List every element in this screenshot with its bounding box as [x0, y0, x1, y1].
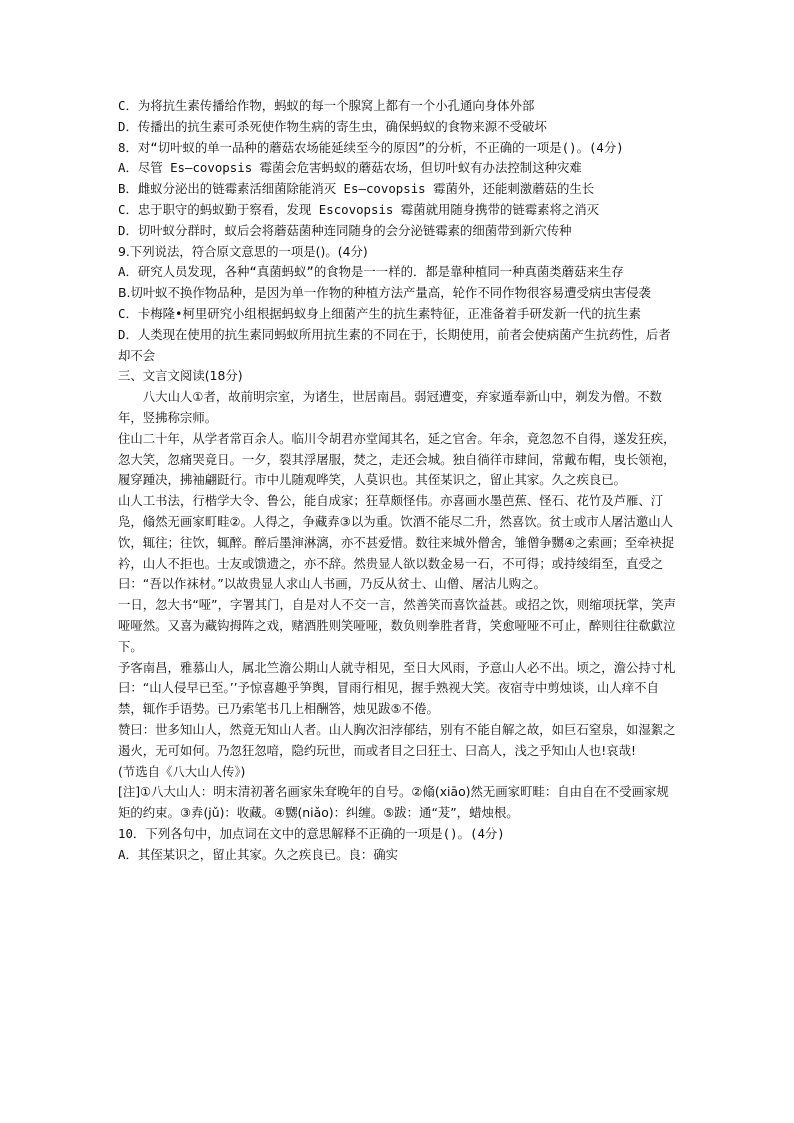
- option-b-q9: B.切叶蚁不换作物品种，是因为单一作物的种植方法产量高，轮作不同作物很容易遭受病虫害侵袭: [118, 285, 651, 301]
- option-d-q9: D．人类现在使用的抗生素同蚂蚁所用抗生素的不同在于，长期使用，前者会使病菌产生抗药性，后者却不会: [118, 326, 671, 363]
- passage-paragraph-5: 予客南昌，雅慕山人，属北竺澹公期山人就寺相见，至日大风雨，予意山人必不出。顷之，澹公持寸札曰：“山人侵早已至。’’予惊喜趣乎笋舆，冒雨行相见，握手熟视大笑。夜宿寺中剪烛谈，山人痒不自禁，辄作手语势。已乃索笔书几上相酬答，烛见跋⑤不倦。: [118, 659, 676, 717]
- option-a-q8: A．尽管 Es—covopsis 霉菌会危害蚂蚁的蘑菇农场，但切叶蚁有办法控制这种灾难: [118, 160, 582, 176]
- passage-source: (节选自《八大山人传》): [118, 763, 246, 779]
- option-d-q7: D．传播出的抗生素可杀死使作物生病的寄生虫，确保蚂蚁的食物来源不受破坏: [118, 118, 547, 134]
- option-c-q9: C．卡梅隆•柯里研究小组根据蚂蚁身上细菌产生的抗生素特征，正准备着手研发新一代的抗生素: [118, 305, 641, 321]
- document-page: [118, 96, 678, 865]
- option-c-q7: C．为将抗生素传播给作物，蚂蚁的每一个腺窝上都有一个小孔通向身体外部: [118, 98, 535, 113]
- section-heading-classical-chinese: 三、文言文阅读(18分): [118, 368, 243, 384]
- question-8-stem: 8．对“切叶蚁的单一品种的蘑菇农场能延续至今的原因”的分析，不正确的一项是()。(4分): [118, 139, 624, 155]
- question-9-stem: 9.下列说法，符合原文意思的一项是()。(4分): [118, 243, 368, 259]
- option-a-q10: A．其侄某识之，留止其家。久之疾良已。良：确实: [118, 846, 399, 862]
- passage-paragraph-2: 住山二十年，从学者常百余人。临川令胡君亦堂闻其名，延之官舍。年余，竟忽忽不自得，遂发狂疾，忽大笑，忽痛哭竟日。一夕，裂其浮屠服，焚之，走还会城。独自徜徉市肆间，常戴布帽，曳长领袍，履穿踵决，拂袖翩跹行。市中儿随观哗笑，人莫识也。其侄某识之，留止其家。久之疾良已。: [118, 430, 676, 488]
- passage-paragraph-6: 赞曰：世多知山人，然竟无知山人者。山人胸次汩浡郁结，别有不能自解之故，如巨石窒泉，如湿絮之遏火，无可如何。乃忽狂忽喑，隐约玩世，而或者目之曰狂士、曰高人，浅之乎知山人也!哀哉!: [118, 721, 676, 758]
- passage-notes: [注]①八大山人：明末清初著名画家朱耷晚年的自号。②翛(xiāo)然无画家町畦：自由自在不受画家规矩的约束。③弆(jǔ)：收藏。④嬲(niǎo)：纠缠。⑤跋：通“茇”，蜡烛根。: [118, 784, 669, 821]
- option-c-q8: C．忠于职守的蚂蚁勤于察看，发现 Escovopsis 霉菌就用随身携带的链霉素将之消灭: [118, 201, 600, 217]
- passage-paragraph-3: 山人工书法，行楷学大令、鲁公，能自成家；狂草颇怪伟。亦喜画水墨芭蕉、怪石、花竹及芦雁、汀凫，翛然无画家町畦②。人得之，争藏弆③以为重。饮酒不能尽二升，然喜饮。贫士或市人屠沽邀山人饮，辄往；往饮，辄醉。醉后墨渖淋漓，亦不甚爱惜。数往来城外僧舍，雏僧争嬲④之索画；至牵袂捉衿，山人不拒也。士友或馈遗之，亦不辞。然贵显人欲以数金易一石，不可得；或持绫绢至，直受之曰：“吾以作袜材。”以故贵显人求山人书画，乃反从贫士、山僧、屠沽儿购之。: [118, 493, 675, 592]
- question-10-stem: 10．下列各句中，加点词在文中的意思解释不正确的一项是()。(4分): [118, 825, 505, 841]
- passage-paragraph-1: 八大山人①者，故前明宗室，为诸生，世居南昌。弱冠遭变，弃家遁奉新山中，剃发为僧。不数年，竖拂称宗师。: [118, 389, 662, 425]
- option-d-q8: D．切叶蚁分群时，蚁后会将蘑菇菌种连同随身的会分泌链霉素的细菌带到新穴传种: [118, 222, 572, 238]
- option-a-q9: A．研究人员发现，各种“真菌蚂蚁”的食物是一一样的．都是靠种植同一种真菌类蘑菇来生存: [118, 264, 624, 280]
- option-b-q8: B．雌蚁分泌出的链霉素活细菌除能消灭 Es—covopsis 霉菌外，还能刺激蘑菇的生长: [118, 181, 595, 197]
- passage-paragraph-4: 一日，忽大书“哑”，字署其门，自是对人不交一言，然善笑而喜饮益甚。或招之饮，则缩项抚掌，笑声哑哑然。又喜为藏钩拇阵之戏，赌酒胜则笑哑哑，数负则拳胜者背，笑愈哑哑不可止，醉则往往欷歔泣下。: [118, 597, 677, 654]
